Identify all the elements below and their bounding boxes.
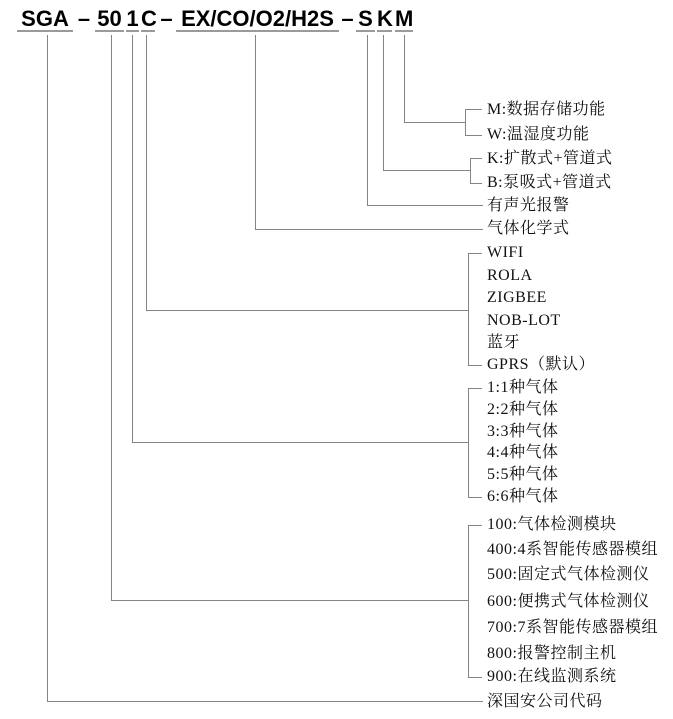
model-segment-comm: C: [141, 6, 157, 31]
bracket-function-top-stub: [465, 109, 482, 110]
branch-label-series-800: 800:报警控制主机: [487, 645, 617, 662]
bracket-series-bottom-stub: [468, 677, 482, 678]
connector-function-hline: [404, 122, 466, 123]
connector-gas-count-hline: [132, 442, 468, 443]
connector-comm-vline: [146, 35, 147, 311]
branch-label-function-w: W:温湿度功能: [487, 126, 590, 143]
bracket-gas-count-top-stub: [468, 388, 482, 389]
model-dash-2: –: [160, 6, 173, 31]
bracket-comm-bottom-stub: [468, 365, 482, 366]
bracket-gas-count-vline: [468, 388, 469, 498]
branch-label-gas-count-6: 6:6种气体: [487, 488, 559, 505]
branch-label-company: 深国安公司代码: [487, 693, 603, 710]
model-segment-series: 50: [95, 8, 124, 32]
connector-company-hline: [47, 701, 483, 702]
bracket-sampling-top-stub: [470, 158, 482, 159]
connector-company-vline: [47, 35, 48, 702]
connector-gas-count-vline: [132, 35, 133, 443]
branch-label-series-900: 900:在线监测系统: [487, 668, 617, 685]
connector-alarm-hline: [367, 205, 483, 206]
connector-sampling-hline: [383, 170, 471, 171]
bracket-series-top-stub: [468, 525, 482, 526]
model-dash-3: –: [341, 6, 354, 31]
model-segment-alarm: S: [356, 8, 375, 32]
branch-label-alarm: 有声光报警: [487, 197, 570, 214]
connector-series-hline: [111, 600, 468, 601]
connector-formulas-vline: [255, 35, 256, 230]
model-segment-gas-count: 1: [126, 6, 139, 31]
connector-alarm-vline: [367, 35, 368, 206]
bracket-function-vline: [465, 109, 466, 136]
branch-label-series-500: 500:固定式气体检测仪: [487, 566, 650, 583]
branch-label-sampling-k: K:扩散式+管道式: [487, 150, 613, 167]
model-segment-formulas: EX/CO/O2/H2S: [176, 8, 339, 32]
branch-label-gas-count-1: 1:1种气体: [487, 379, 559, 396]
branch-label-series-100: 100:气体检测模块: [487, 516, 617, 533]
connector-series-vline: [111, 35, 112, 601]
branch-label-gas-count-3: 3:3种气体: [487, 423, 559, 440]
model-segment-company: SGA: [17, 8, 73, 32]
connector-formulas-hline: [255, 229, 483, 230]
bracket-sampling-bottom-stub: [470, 183, 482, 184]
model-segment-sampling: K: [377, 6, 393, 31]
bracket-comm-top-stub: [468, 253, 482, 254]
branch-label-series-400: 400:4系智能传感器模组: [487, 541, 658, 558]
branch-label-gas-count-5: 5:5种气体: [487, 466, 559, 483]
model-dash-1: –: [77, 6, 91, 31]
branch-label-sampling-b: B:泵吸式+管道式: [487, 174, 612, 191]
branch-label-gas-count-2: 2:2种气体: [487, 401, 559, 418]
branch-label-gas-formula: 气体化学式: [487, 220, 570, 237]
bracket-function-bottom-stub: [465, 135, 482, 136]
bracket-gas-count-bottom-stub: [468, 497, 482, 498]
branch-label-comm-noblot: NOB-LOT: [487, 312, 561, 329]
branch-label-comm-bluetooth: 蓝牙: [487, 334, 521, 351]
bracket-series-vline: [468, 525, 469, 678]
bracket-comm-vline: [468, 253, 469, 366]
connector-comm-hline: [146, 310, 468, 311]
branch-label-function-m: M:数据存储功能: [487, 101, 606, 118]
bracket-sampling-vline: [470, 158, 471, 184]
branch-label-comm-wifi: WIFI: [487, 244, 524, 261]
connector-function-vline: [404, 35, 405, 123]
connector-sampling-vline: [383, 35, 384, 171]
branch-label-series-600: 600:便携式气体检测仪: [487, 593, 650, 610]
branch-label-comm-zigbee: ZIGBEE: [487, 289, 547, 306]
branch-label-gas-count-4: 4:4种气体: [487, 444, 559, 461]
branch-label-comm-rola: ROLA: [487, 267, 533, 284]
branch-label-series-700: 700:7系智能传感器模组: [487, 619, 658, 636]
branch-label-comm-gprs: GPRS（默认）: [487, 356, 596, 373]
model-segment-function: M: [395, 6, 414, 31]
